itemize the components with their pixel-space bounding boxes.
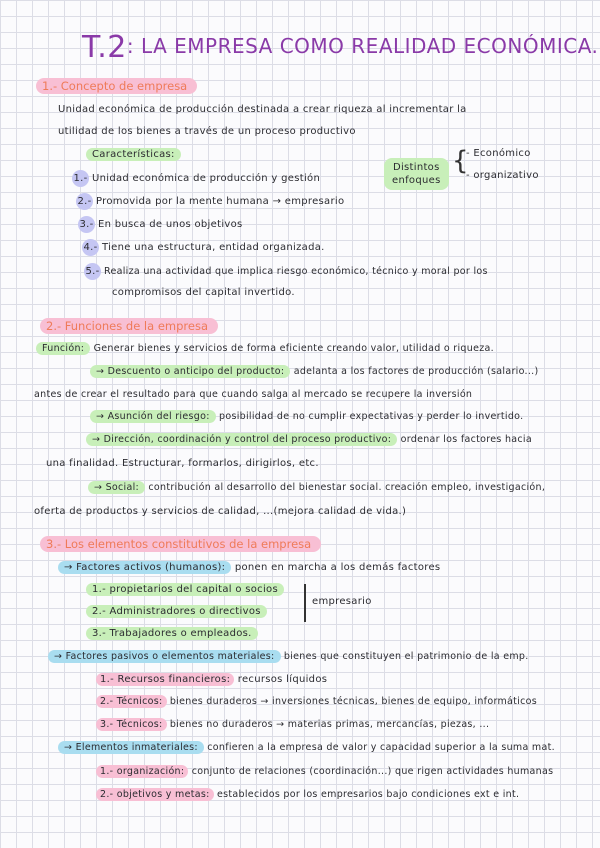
descuento-text: adelanta a los factores de producción (salario...) [293, 366, 539, 377]
item-text: Realiza una actividad que implica riesgo económico, técnico y moral por los [104, 266, 488, 277]
caract-item-4 [82, 239, 325, 256]
definition-line-2: utilidad de los bienes a través de un proceso productivo [58, 126, 356, 137]
factores-pasivos-text: bienes que constituyen el patrimonio de la emp. [283, 651, 529, 662]
section-1-heading: 1.- Concepto de empresa [36, 78, 197, 94]
inmateriales-item-text: conjunto de relaciones (coordinación...) que rigen actividades humanas [191, 766, 554, 777]
caract-item-5 [84, 263, 488, 280]
item-number: 1.- [72, 170, 89, 187]
direccion-line-2: una finalidad. Estructurar, formarlos, dirigirlos, etc. [46, 458, 319, 469]
item-text: En busca de unos objetivos [98, 219, 243, 230]
social-line [88, 482, 545, 493]
pasivos-item-text: recursos líquidos [237, 674, 328, 685]
title-text: : LA EMPRESA COMO REALIDAD ECONÓMICA. [126, 34, 599, 58]
pasivos-item-text: bienes no duraderos → materias primas, mercancías, piezas, ... [169, 719, 490, 730]
social-line-2: oferta de productos y servicios de calidad, ...(mejora calidad de vida.) [34, 506, 407, 517]
descuento-line [90, 366, 539, 377]
elementos-inmateriales-text: confieren a la empresa de valor y capacidad superior a la suma mat. [207, 742, 555, 753]
enfoque-economico: - Económico [466, 148, 531, 159]
factores-pasivos-line [48, 651, 529, 662]
elementos-inmateriales-line [58, 742, 555, 753]
asuncion-label: → Asunción del riesgo: [90, 410, 216, 423]
pasivos-item-label: 2.- Técnicos: [96, 695, 167, 708]
direccion-text: ordenar los factores hacia [400, 434, 532, 445]
factores-pasivos-label: → Factores pasivos o elementos materiales: [48, 650, 281, 663]
section-3-heading: 3.- Los elementos constitutivos de la empresa [40, 536, 321, 552]
funcion-line [36, 343, 494, 354]
title-prefix: T.2 [82, 30, 127, 65]
empresario-label: empresario [312, 596, 372, 607]
descuento-label: → Descuento o anticipo del producto: [90, 365, 290, 378]
descuento-line-2: antes de crear el resultado para que cuando salga al mercado se recupere la inversión [34, 389, 473, 400]
item-number: 2.- [76, 193, 93, 210]
inmateriales-item-label: 2.- objetivos y metas: [96, 788, 214, 801]
asuncion-text: posibilidad de no cumplir expectativas y perder lo invertido. [219, 411, 524, 422]
caract-item-2 [76, 193, 344, 210]
factores-activos-label: → Factores activos (humanos): [58, 561, 231, 574]
activos-item-2: 2.- Administradores o directivos [86, 605, 267, 618]
brace-icon: { [452, 146, 469, 176]
pasivos-item-1 [96, 674, 327, 685]
pasivos-item-2 [96, 696, 537, 707]
funcion-text: Generar bienes y servicios de forma eficiente creando valor, utilidad o riqueza. [93, 343, 494, 354]
funcion-label: Función: [36, 342, 90, 355]
activos-item-1: 1.- propietarios del capital o socios [86, 583, 284, 596]
social-text: contribución al desarrollo del bienestar social. creación empleo, investigación, [148, 482, 546, 493]
item-text: Tiene una estructura, entidad organizada. [102, 242, 325, 253]
item-text: Unidad económica de producción y gestión [92, 173, 321, 184]
distintos-enfoques [384, 158, 449, 190]
factores-activos-text: ponen en marcha a los demás factores [234, 562, 441, 573]
direccion-line [86, 434, 532, 445]
caract-item-1 [72, 170, 320, 187]
inmateriales-item-2 [96, 789, 519, 800]
distintos-word: Distintos [392, 162, 440, 173]
social-label: → Social: [88, 481, 145, 494]
caracteristicas-label: Características: [86, 148, 181, 161]
activos-item-3: 3.- Trabajadores o empleados. [86, 627, 258, 640]
inmateriales-item-text: establecidos por los empresarios bajo condiciones ext e int. [216, 789, 520, 800]
page-title [82, 30, 598, 65]
pasivos-item-label: 1.- Recursos financieros: [96, 673, 234, 686]
pasivos-item-3 [96, 719, 489, 730]
pasivos-item-text: bienes duraderos → inversiones técnicas, bienes de equipo, informáticos [169, 696, 538, 707]
inmateriales-item-label: 1.- organización: [96, 765, 188, 778]
item-number: 3.- [78, 216, 95, 233]
definition-line-1: Unidad económica de producción destinada a crear riqueza al incrementar la [58, 104, 467, 115]
caract-item-5-cont: compromisos del capital invertido. [112, 287, 295, 298]
caract-item-3 [78, 216, 243, 233]
pasivos-item-label: 3.- Técnicos: [96, 718, 167, 731]
item-number: 5.- [84, 263, 101, 280]
factores-activos-line [58, 562, 440, 573]
section-2-heading: 2.- Funciones de la empresa [40, 318, 218, 334]
bracket-line [304, 584, 306, 622]
asuncion-line [90, 411, 523, 422]
item-text: Promovida por la mente humana → empresario [96, 196, 345, 207]
direccion-label: → Dirección, coordinación y control del proceso productivo: [86, 433, 397, 446]
item-number: 4.- [82, 239, 99, 256]
elementos-inmateriales-label: → Elementos inmateriales: [58, 741, 204, 754]
inmateriales-item-1 [96, 766, 553, 777]
enfoque-organizativo: - organizativo [466, 170, 539, 181]
enfoques-word: enfoques [392, 175, 441, 186]
